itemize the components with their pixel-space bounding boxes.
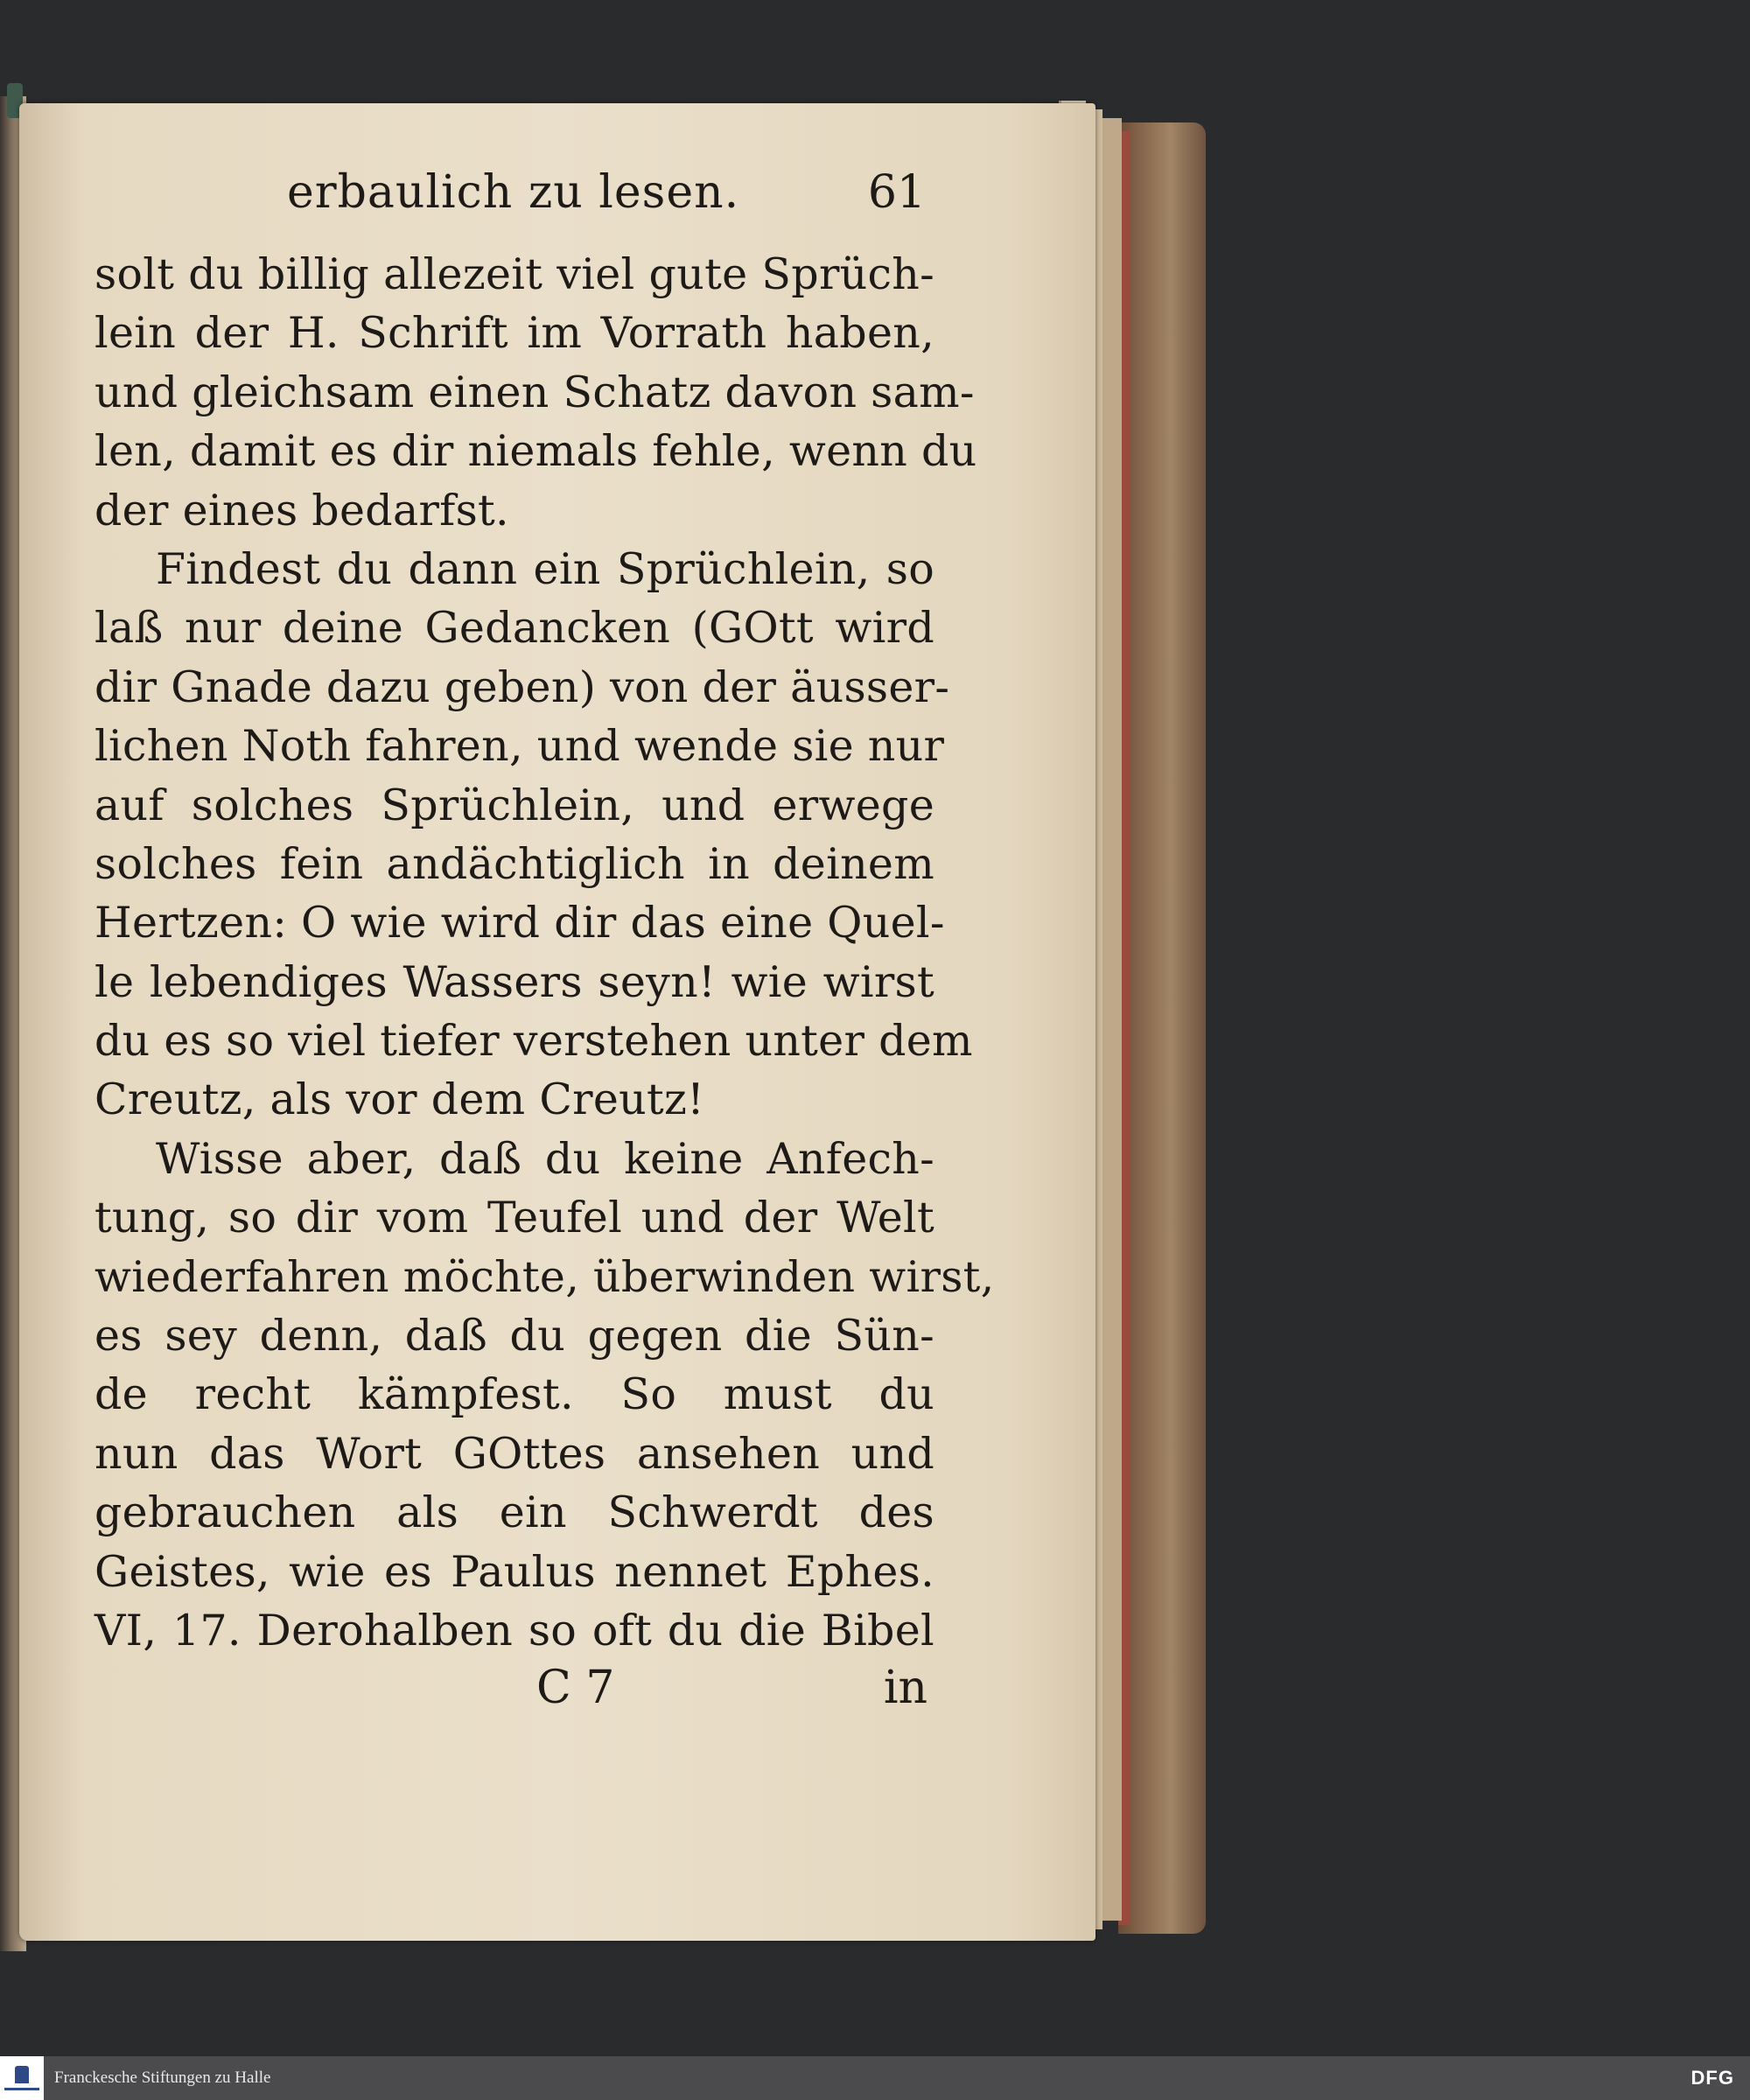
page-body — [94, 245, 995, 1660]
text-line: du es so viel tiefer verstehen unter dem — [94, 1016, 973, 1067]
text-line: le lebendiges Wassers seyn! wie wirst — [94, 956, 934, 1007]
logo-underline — [4, 2088, 39, 2090]
text-line: len, damit es dir niemals fehle, wenn du — [94, 426, 977, 477]
text-line: dir Gnade dazu geben) von der äusser- — [94, 662, 950, 712]
page-header — [94, 166, 934, 245]
catchword: in — [883, 1662, 928, 1715]
text-line: solches fein andächtiglich in deinem — [94, 838, 934, 889]
running-title: erbaulich zu lesen. — [287, 166, 740, 219]
institution-name[interactable]: Franckesche Stiftungen zu Halle — [54, 2068, 271, 2087]
text-line: es sey denn, daß du gegen die Sün- — [94, 1311, 934, 1362]
dfg-logo[interactable]: DFG — [1690, 2067, 1734, 2089]
text-line: Wisse aber, daß du keine Anfech- — [156, 1133, 934, 1184]
page-text-block — [94, 166, 995, 1723]
text-line: Hertzen: O wie wird dir das eine Quel- — [94, 898, 945, 948]
text-line: de recht kämpfest. So must du — [94, 1369, 934, 1420]
text-line: tung, so dir vom Teufel und der Welt — [94, 1193, 934, 1243]
logo-building-icon — [15, 2066, 29, 2083]
text-line: Findest du dann ein Sprüchlein, so — [156, 543, 934, 594]
text-line: und gleichsam einen Schatz davon sam- — [94, 367, 975, 417]
francke-foundations-logo-icon[interactable] — [0, 2056, 44, 2100]
text-line: wiederfahren möchte, überwinden wirst, — [94, 1251, 995, 1302]
book-cover-edge — [1118, 122, 1206, 1934]
text-line: solt du billig allezeit viel gute Sprüch- — [94, 249, 934, 299]
text-line: laß nur deine Gedancken (GOtt wird — [94, 603, 934, 654]
page-footer — [94, 1662, 934, 1723]
text-line: lein der H. Schrift im Vorrath haben, — [94, 308, 934, 359]
signature-mark: C 7 — [536, 1662, 615, 1715]
text-line: VI, 17. Derohalben so oft du die Bibel — [94, 1605, 934, 1656]
text-line: Geistes, wie es Paulus nennet Ephes. — [94, 1546, 934, 1597]
text-line: der eines bedarfst. — [94, 485, 509, 536]
text-line: nun das Wort GOttes ansehen und — [94, 1428, 934, 1479]
text-line: lichen Noth fahren, und wende sie nur — [94, 721, 945, 772]
text-line: Creutz, als vor dem Creutz! — [94, 1074, 705, 1125]
text-line: auf solches Sprüchlein, und erwege — [94, 780, 934, 830]
text-line: gebrauchen als ein Schwerdt des — [94, 1488, 934, 1538]
viewer-footer-bar — [0, 2056, 1750, 2100]
page-number: 61 — [867, 166, 926, 219]
